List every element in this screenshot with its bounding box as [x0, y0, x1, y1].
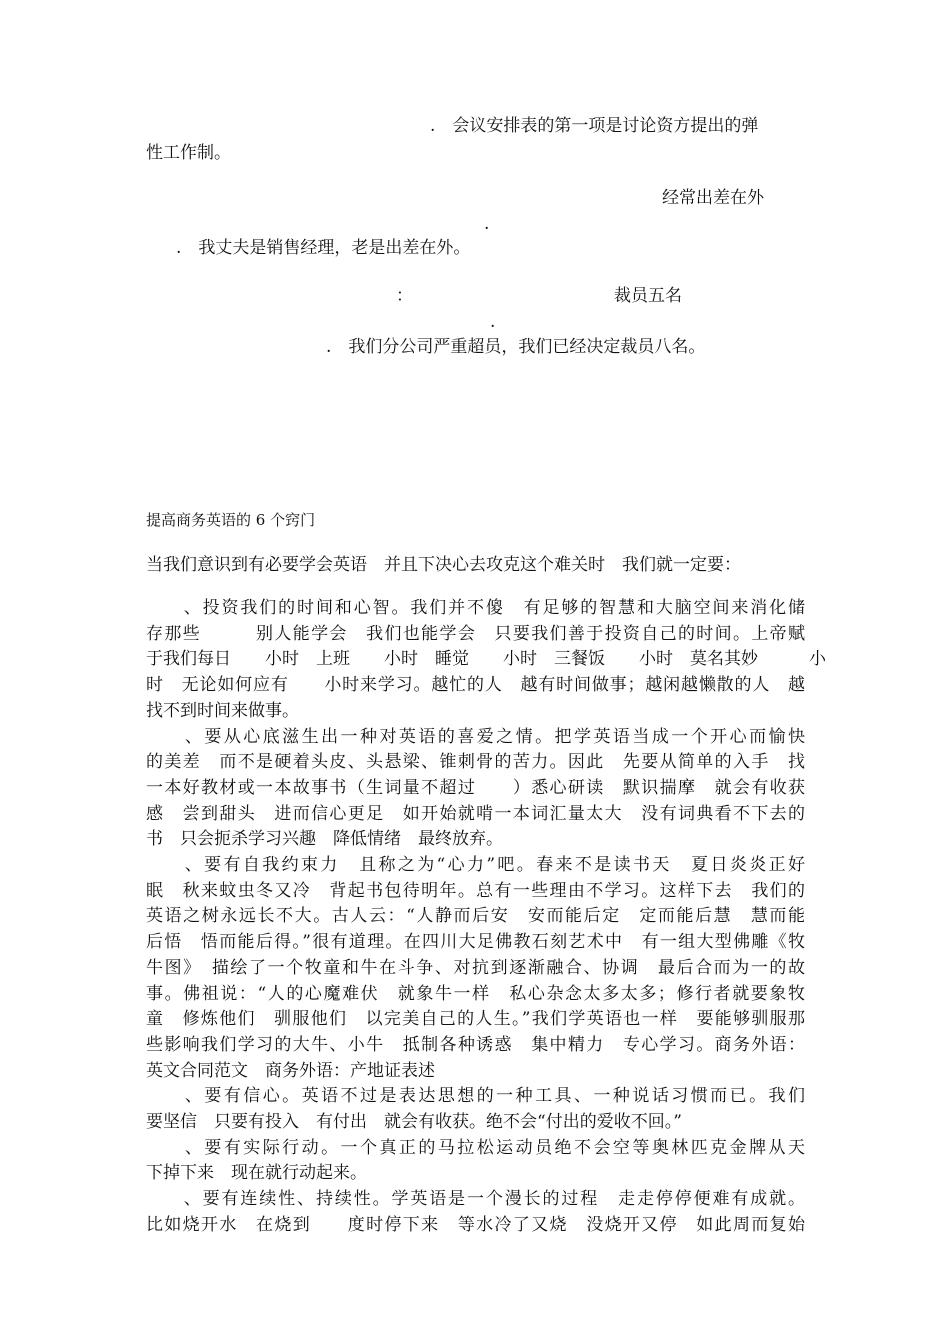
article-line: 要坚信 只要有投入 有付出 就会有收获。绝不会“付出的爱收不回。” [146, 1112, 682, 1132]
dot-marker-1: . [484, 214, 490, 234]
article-line: 眠 秋来蚊虫冬又冷 背起书包待明年。总有一些理由不学习。这样下去 我们的 [146, 881, 805, 901]
article-line: 、投资我们的时间和心智。我们并不傻 有足够的智慧和大脑空间来消化储 [146, 598, 805, 618]
article-line: 书 只会扼杀学习兴趣 降低情绪 最终放弃。 [146, 829, 503, 849]
article-intro: 当我们意识到有必要学会英语 并且下决心去攻克这个难关时 我们就一定要： [146, 555, 741, 575]
article-line: 牛图》 描绘了一个牧童和牛在斗争、对抗到逐渐融合、协调 最后合而为一的故 [146, 958, 805, 978]
article-line: 、要有自我约束力 且称之为“心力”吧。春来不是读书天 夏日炎炎正好 [146, 855, 805, 875]
article-line: 于我们每日 小时 上班 小时 睡觉 小时 三餐饭 小时 莫名其妙 小 [146, 649, 826, 669]
article-line: 一本好教材或一本故事书（生词量不超过 ）悉心研读 默识揣摩 就会有收获 [146, 778, 805, 798]
article-line: 、要有信心。英语不过是表达思想的一种工具、一种说话习惯而已。我们 [146, 1086, 805, 1106]
article-line: 、要有实际行动。一个真正的马拉松运动员绝不会空等奥林匹克金牌从天 [146, 1138, 805, 1158]
article-title: 提高商务英语的 6 个窍门 [146, 511, 316, 529]
sentence-husband-sales-manager: . 我丈夫是销售经理，老是出差在外。 [176, 238, 471, 258]
colon-marker: ： [396, 286, 413, 306]
article-line: 些影响我们学习的大牛、小牛 抵制各种诱惑 集中精力 专心学习。商务外语： [146, 1035, 805, 1055]
article-line: 找不到时间来做事。 [146, 701, 299, 721]
phrase-layoff-five: 裁员五名 [614, 286, 682, 306]
article-line: 比如烧开水 在烧到 度时停下来 等水冷了又烧 没烧开又停 如此周而复始 [146, 1215, 805, 1235]
article-line: 后悟 悟而能后得。”很有道理。在四川大足佛教石刻艺术中 有一组大型佛雕《牧 [146, 932, 805, 952]
article-line: 事。佛祖说：“人的心魔难伏 就象牛一样 私心杂念太多太多；修行者就要象牧 [146, 984, 805, 1004]
dot-marker-2: . [490, 312, 496, 332]
article-line: 存那些 别人能学会 我们也能学会 只要我们善于投资自己的时间。上帝赋 [146, 624, 805, 644]
article-line: 感 尝到甜头 进而信心更足 如开始就啃一本词汇量太大 没有词典看不下去的 [146, 804, 805, 824]
article-line: 英文合同范文 商务外语：产地证表述 [146, 1061, 435, 1081]
article-line: 、要有连续性、持续性。学英语是一个漫长的过程 走走停停便难有成就。 [146, 1189, 805, 1209]
article-line: 、要从心底滋生出一种对英语的喜爱之情。把学英语当成一个开心而愉快 [146, 727, 805, 747]
article-line: 英语之树永远长不大。古人云：“人静而后安 安而能后定 定而能后慧 慧而能 [146, 906, 805, 926]
top-line-1: . 会议安排表的第一项是讨论资方提出的弹 [430, 116, 759, 136]
article-line: 的美差 而不是硬着头皮、头悬梁、锥刺骨的苦力。因此 先要从简单的入手 找 [146, 752, 805, 772]
article-line: 童 修炼他们 驯服他们 以完美自己的人生。”我们学英语也一样 要能够驯服那 [146, 1009, 805, 1029]
phrase-often-on-business-trips: 经常出差在外 [662, 188, 764, 208]
article-line: 下掉下来 现在就行动起来。 [146, 1163, 367, 1183]
article-line: 时 无论如何应有 小时来学习。越忙的人 越有时间做事；越闲越懒散的人 越 [146, 675, 805, 695]
sentence-branch-overstaffed: . 我们分公司严重超员，我们已经决定裁员八名。 [326, 337, 706, 357]
top-line-2: 性工作制。 [146, 143, 231, 163]
